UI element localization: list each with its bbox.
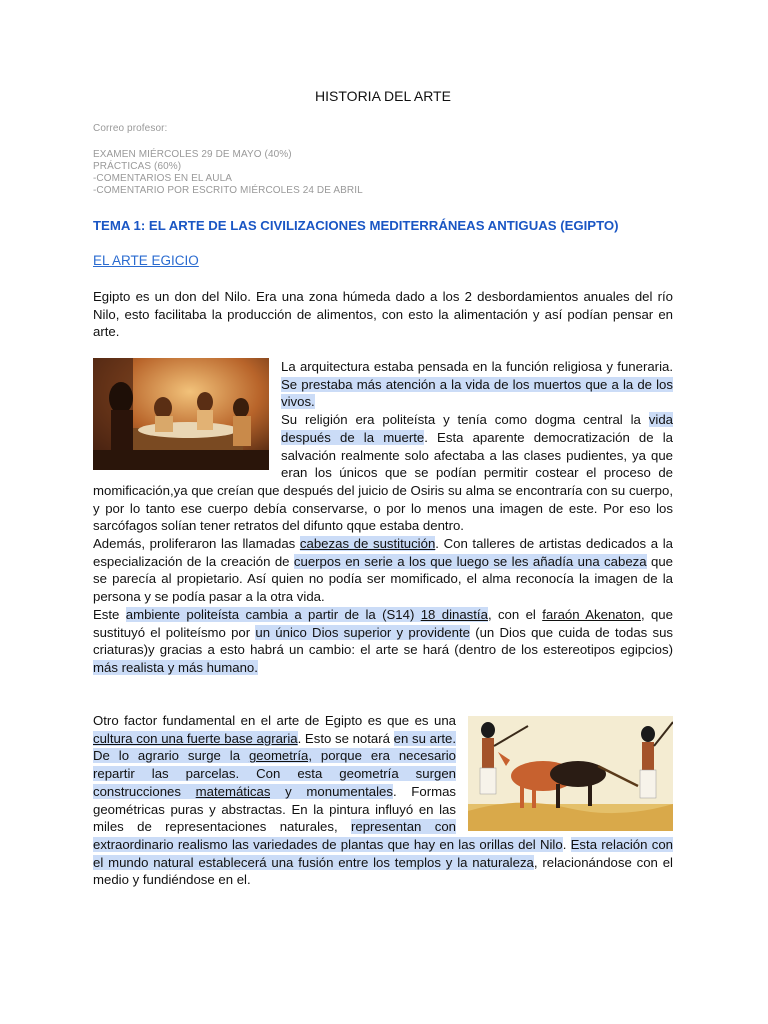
p2-highlight-m: 18 dinastía	[420, 606, 488, 622]
p3-text-a: Otro factor fundamental en el arte de Egipto es que es una	[93, 713, 456, 728]
p2-underline-o: faraón Akenaton	[542, 606, 641, 622]
p2-text-h: . Con talleres de artistas dedicados a la especialización de la creación de	[93, 536, 673, 569]
p3-text-c: . Esto se notará	[297, 730, 394, 746]
p2-text-n: , con el	[487, 606, 543, 622]
p3-highlight-d: en su arte. De lo agrario surge la	[93, 730, 457, 764]
p2-text-c: Su religión era politeísta y tenía como dogma central la	[281, 412, 649, 428]
p3-highlight-h: y monumentales	[270, 783, 393, 799]
p2-highlight-b: Se prestaba más atención a la vida de los muertos que a la de los vivos.	[281, 376, 673, 410]
practicas-line: PRÁCTICAS (60%)	[93, 161, 182, 172]
p3-highlight-e: geometría	[248, 748, 309, 764]
p2-highlight-q: un único Dios superior y providente	[255, 624, 470, 640]
p2-text-a: La arquitectura estaba pensada en la función religiosa y funeraria.	[281, 359, 673, 374]
subtitle-link[interactable]: EL ARTE EGICIO	[93, 253, 199, 268]
p3-text-k: .	[562, 836, 571, 852]
p2-text-k: Este	[93, 606, 126, 622]
p2-text-e: . Esta aparente democratización de la salvación realmente solo afectaba a las clases pudientes, ya que eran los únicos que se podían permitir costear el proceso de momificación,ya que creían que después del juicio de Osiris su alma se encontraría con su cuerpo, y por lo tanto ese cuerpo debía conservarse, o por lo menos una imagen de este. Por eso los sarcófagos solían tener retratos del difunto qque estaba dentro.	[93, 429, 673, 534]
p2-text-j: que se parecía al propietario. Así quien no podía ser momificado, el alma reconocía la imagen de la persona y se podía pasar a la otra vida.	[93, 553, 673, 605]
p2-text-f: Además, proliferaron las llamadas	[93, 536, 300, 552]
comentario-escrito-line: -COMENTARIO POR ESCRITO MIÉRCOLES 24 DE ABRIL	[93, 185, 363, 196]
correo-line: Correo profesor:	[93, 123, 168, 134]
p3-text-m: , relacionándose con el medio y fundiéndose en el.	[93, 854, 673, 888]
paragraph-2	[93, 358, 673, 677]
p3-highlight-f: , porque era necesario repartir las parcelas. Con esta geometría surgen construcciones	[93, 748, 456, 799]
p3-highlight-j: representan con extraordinario realismo las variedades de plantas que hay en las orillas del Nilo	[93, 819, 563, 852]
p3-text-i: . Formas geométricas puras y abstractas. En la pintura influyó en las miles de representaciones naturales,	[93, 783, 456, 835]
p3-highlight-b: cultura con una fuerte base agraria	[93, 730, 298, 746]
mummification-image	[93, 358, 269, 470]
p2-text-p: , que sustituyó el politeísmo por	[93, 606, 673, 640]
p2-highlight-s: más realista y más humano.	[93, 659, 258, 675]
comentarios-aula-line: -COMENTARIOS EN EL AULA	[93, 173, 232, 184]
p2-highlight-l: ambiente politeísta cambia a partir de la (S14)	[125, 606, 421, 622]
paragraph-3	[93, 712, 673, 889]
p2-highlight-i: cuerpos en serie a los que luego se les añadía una cabeza	[293, 553, 647, 569]
agriculture-image	[468, 716, 673, 831]
p2-highlight-d: vida después de la muerte	[281, 412, 673, 445]
p3-highlight-g: matemáticas	[195, 783, 271, 799]
document-title: HISTORIA DEL ARTE	[315, 88, 451, 104]
p3-highlight-l: Esta relación con el mundo natural establecerá una fusión entre los templos y la naturaleza	[93, 836, 673, 870]
p2-highlight-g: cabezas de sustitución	[299, 536, 436, 552]
p2-text-r: (un Dios que cuida de todas sus criaturas)y gracias a esto habrá un cambio: el arte se hará (dentro de los estereotipos egipcios)	[93, 624, 674, 658]
paragraph-1: Egipto es un don del Nilo. Era una zona húmeda dado a los 2 desbordamientos anuales del río Nilo, esto facilitaba la producción de alimentos, con esto la alimentación y así podían pensar en arte.	[93, 289, 673, 340]
tema-heading: TEMA 1: EL ARTE DE LAS CIVILIZACIONES MEDITERRÁNEAS ANTIGUAS (EGIPTO)	[93, 218, 619, 233]
examen-line: EXAMEN MIÉRCOLES 29 DE MAYO (40%)	[93, 149, 292, 160]
